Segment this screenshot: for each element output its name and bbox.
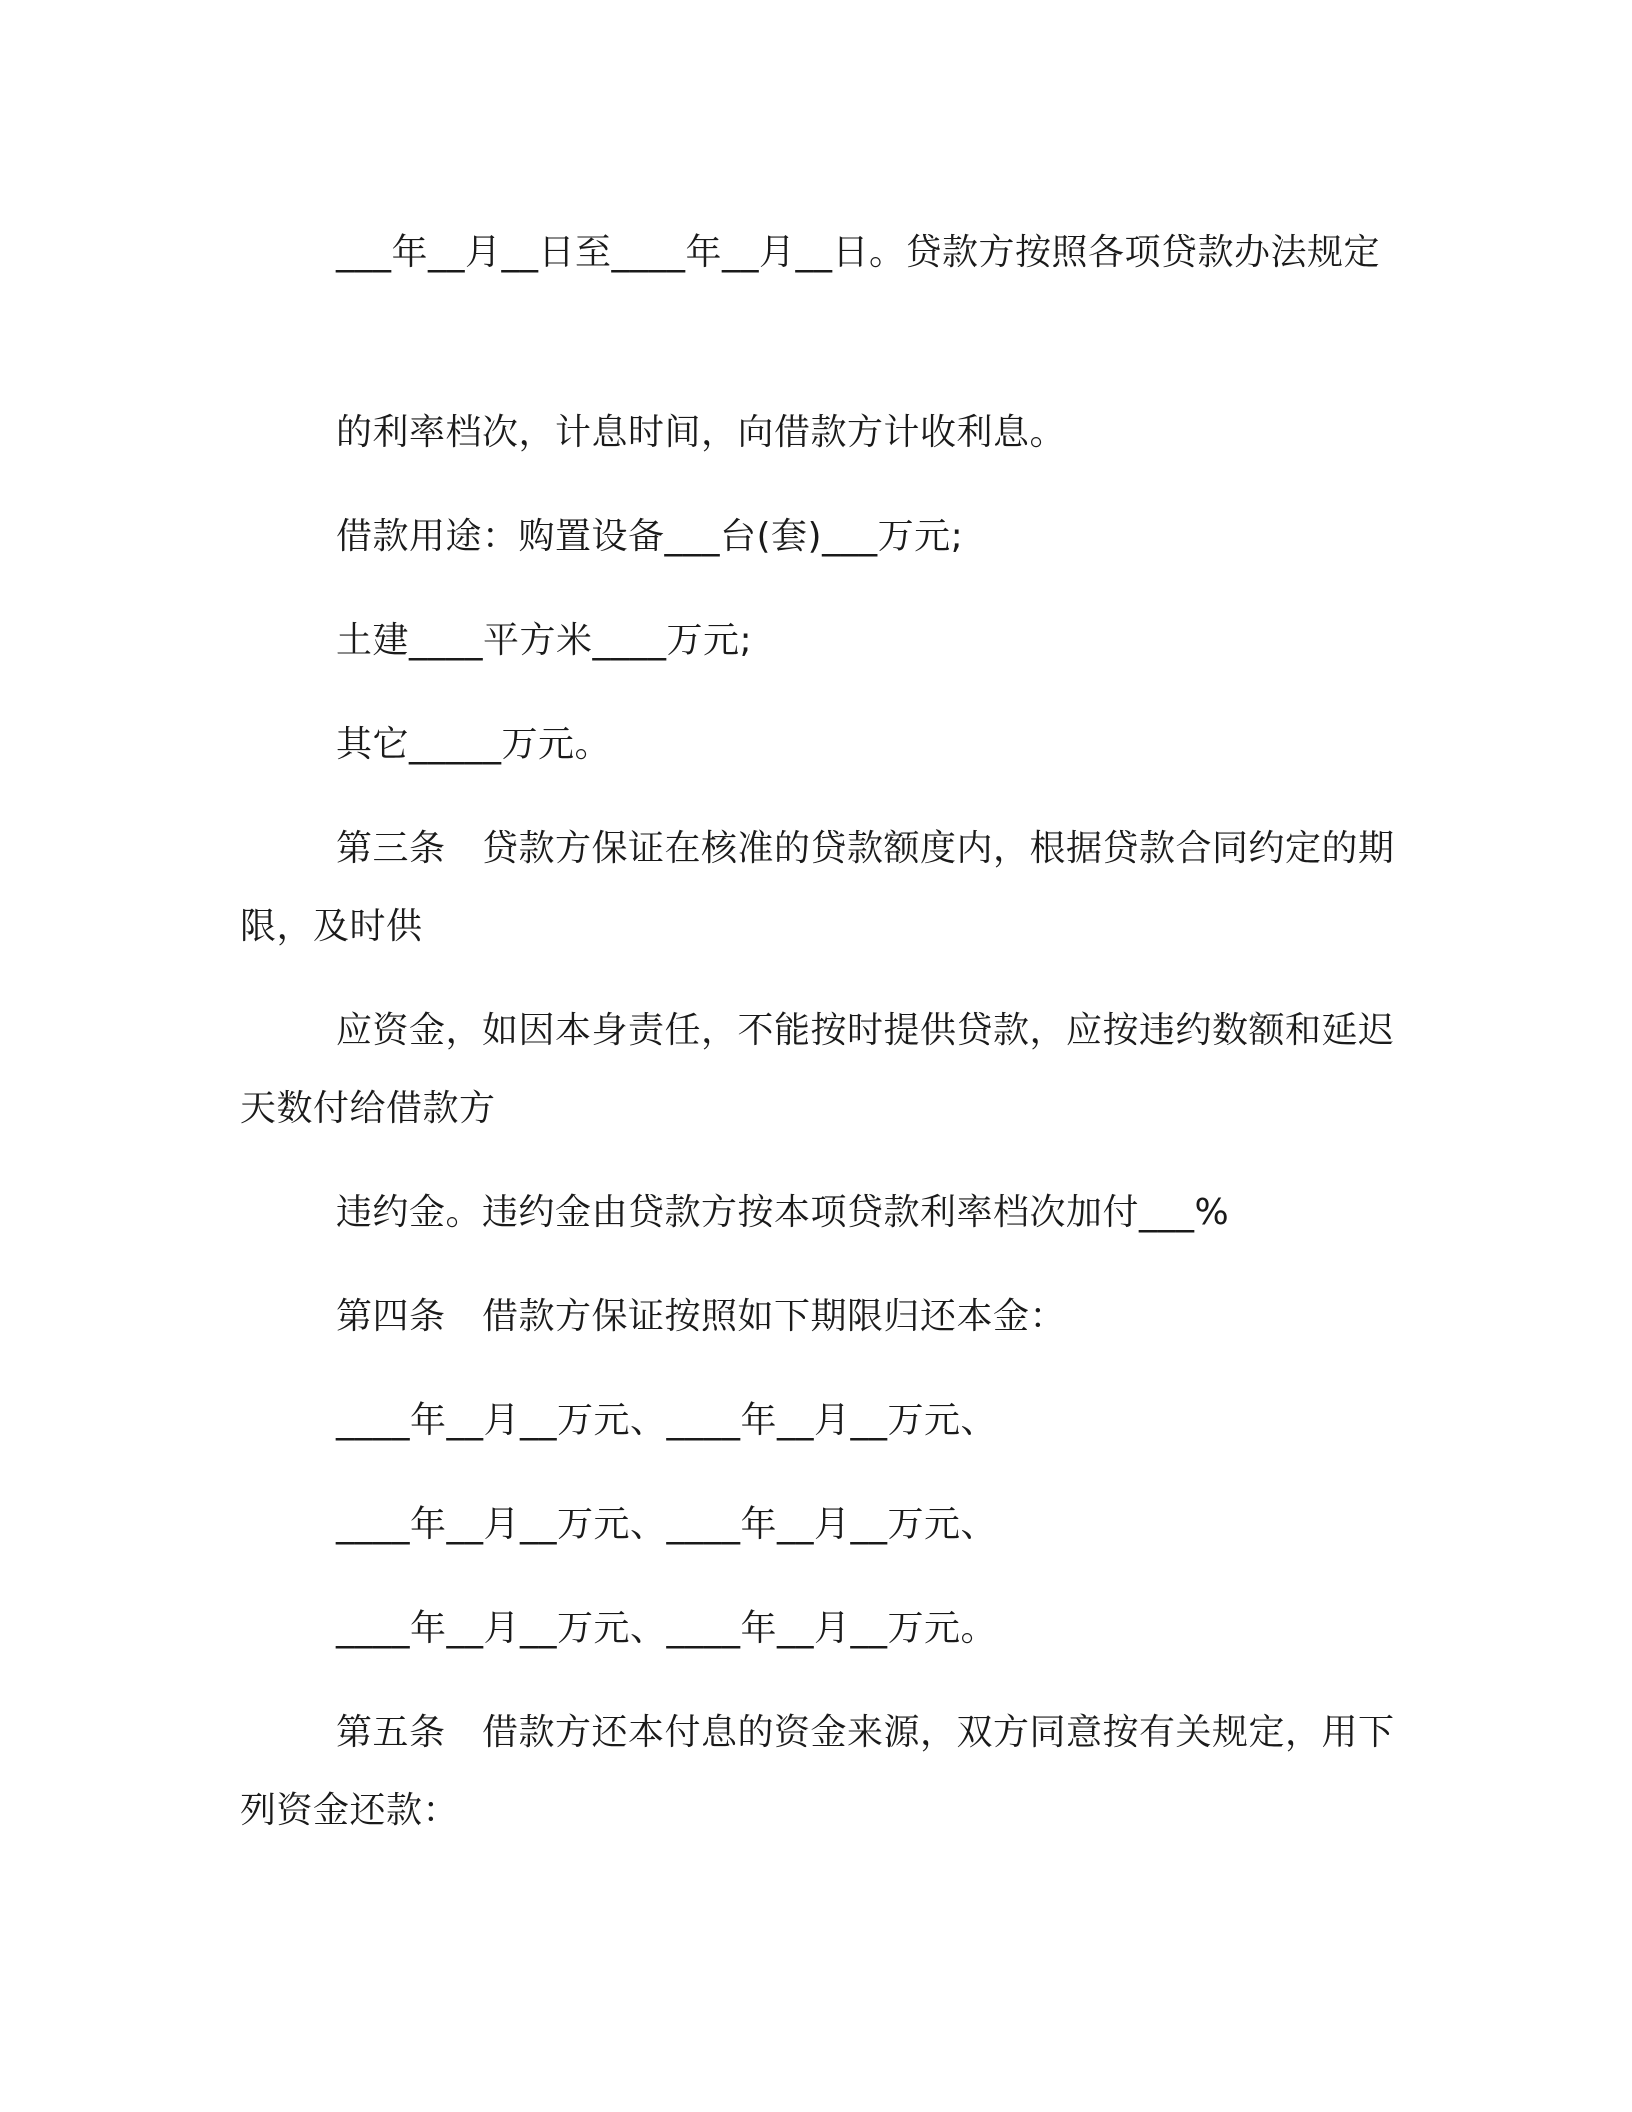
paragraph-loan-purpose-equipment: 借款用途：购置设备___台(套)___万元; bbox=[336, 516, 964, 557]
paragraph-interest-rate: 的利率档次，计息时间，向借款方计收利息。 bbox=[336, 412, 1067, 453]
paragraph-repayment-schedule-3: ____年__月__万元、____年__月__万元。 bbox=[336, 1608, 998, 1649]
paragraph-article-5: 第五条 借款方还本付息的资金来源，双方同意按有关规定，用下列资金还款： bbox=[240, 1712, 1395, 1831]
paragraph-article-4: 第四条 借款方保证按照如下期限归还本金： bbox=[336, 1296, 1067, 1337]
paragraph-repayment-schedule-1: ____年__月__万元、____年__月__万元、 bbox=[336, 1400, 998, 1441]
paragraph-article-3-penalty: 违约金。违约金由贷款方按本项贷款利率档次加付___% bbox=[336, 1192, 1230, 1233]
paragraph-loan-purpose-construction: 土建____平方米____万元; bbox=[336, 620, 753, 661]
paragraph-loan-purpose-other: 其它_____万元。 bbox=[336, 724, 612, 765]
paragraph-article-3-part-1: 第三条 贷款方保证在核准的贷款额度内，根据贷款合同约定的期限，及时供 bbox=[240, 828, 1395, 947]
paragraph-repayment-schedule-2: ____年__月__万元、____年__月__万元、 bbox=[336, 1504, 998, 1545]
paragraph-interest-period: ___年__月__日至____年__月__日。贷款方按照各项贷款办法规定 bbox=[336, 232, 1381, 273]
paragraph-article-3-part-2: 应资金，如因本身责任，不能按时提供贷款，应按违约数额和延迟天数付给借款方 bbox=[240, 1010, 1395, 1129]
